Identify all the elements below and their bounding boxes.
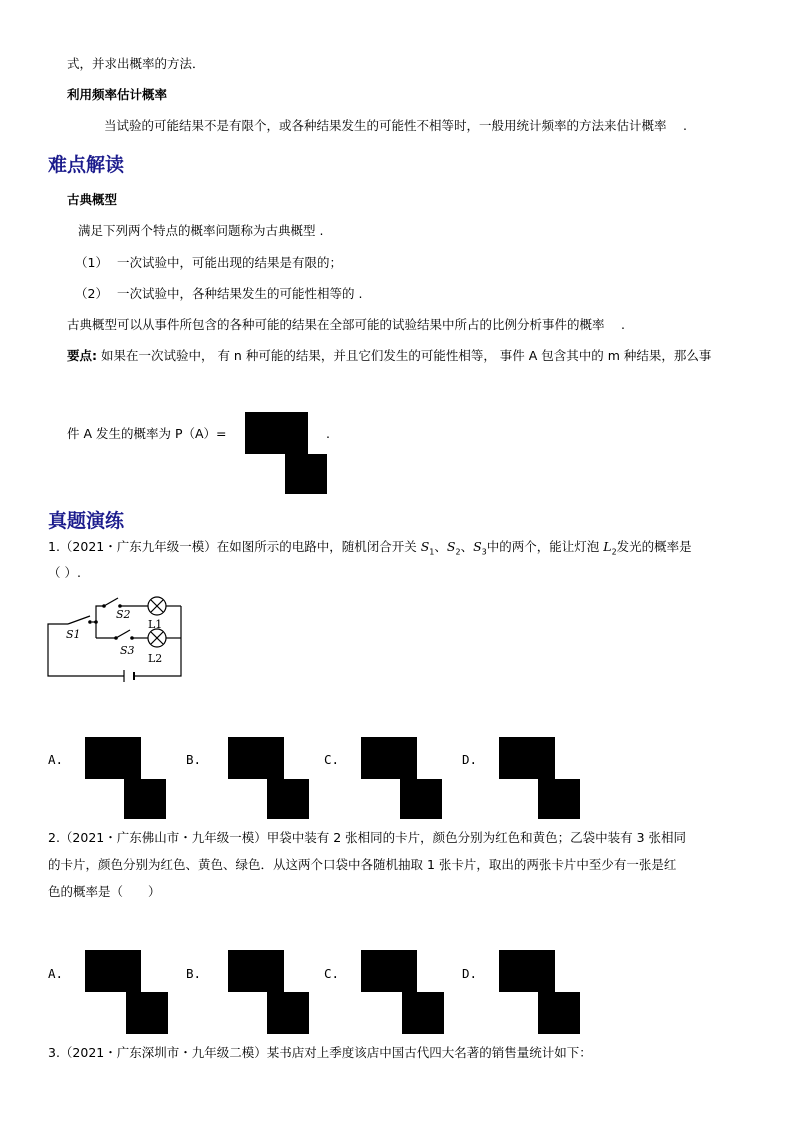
q2-option-c-image-top	[361, 950, 417, 992]
q1-mid: 中的两个，能让灯泡	[486, 539, 604, 554]
q1-suffix: 发光的概率是	[616, 539, 692, 554]
item-2-number: （2）	[75, 286, 108, 301]
question-2-line-3: 色的概率是（ ）	[48, 884, 161, 899]
circuit-diagram	[44, 588, 190, 684]
q1-s2-sub: 2	[455, 547, 461, 557]
q1-option-c-image-bottom	[400, 779, 442, 819]
formula-text: 件 A 发生的概率为 P（A）=	[67, 426, 227, 441]
q1-s3: S	[473, 539, 482, 554]
q2-option-d-image-bottom	[538, 992, 580, 1034]
q1-option-a-label: A.	[48, 752, 64, 767]
item-1-text: 一次试验中，可能出现的结果是有限的；	[117, 255, 343, 270]
formula-end: .	[326, 426, 330, 441]
formula-image-top	[245, 412, 308, 454]
q1-s1: S	[420, 539, 430, 554]
q2-option-c-image-bottom	[402, 992, 444, 1034]
q1-option-c-image-top	[361, 737, 417, 779]
question-3-line-1: 3.（2021・广东深圳市・九年级二模）某书店对上季度该店中国古代四大名著的销售量统计如下：	[48, 1045, 592, 1060]
sub-heading-frequency: 利用频率估计概率	[67, 87, 168, 102]
q1-option-a-image-top	[85, 737, 141, 779]
q1-sep2: 、	[460, 539, 474, 554]
q2-option-a-image-top	[85, 950, 141, 992]
q1-l2-sub: 2	[611, 547, 617, 557]
question-2-line-2: 的卡片，颜色分别为红色、黄色、绿色．从这两个口袋中各随机抽取 1 张卡片，取出的两张卡片中至少有一张是红	[48, 857, 677, 872]
q2-option-b-image-bottom	[267, 992, 309, 1034]
circuit-label-l1: L1	[148, 618, 163, 631]
key-point-label: 要点:	[67, 348, 97, 363]
item-1-number: （1）	[75, 255, 108, 270]
q1-option-a-image-bottom	[124, 779, 166, 819]
q1-option-d-image-top	[499, 737, 555, 779]
key-point	[67, 347, 711, 365]
item-2-text: 一次试验中，各种结果发生的可能性相等的 .	[117, 286, 363, 301]
q1-option-d-image-bottom	[538, 779, 580, 819]
q2-option-b-label: B.	[186, 966, 202, 981]
q1-option-b-image-bottom	[267, 779, 309, 819]
q2-option-d-image-top	[499, 950, 555, 992]
intro-line-1: 式，并求出概率的方法．	[67, 56, 205, 71]
q1-sep1: 、	[434, 539, 447, 554]
intro-line-2: 当试验的可能结果不是有限个，或各种结果发生的可能性不相等时，一般用统计频率的方法来估计概率 .	[104, 118, 687, 133]
q1-prefix: 1.（2021・广东九年级一模）在如图所示的电路中，随机闭合开关	[48, 539, 421, 554]
formula-image-bottom	[285, 454, 327, 494]
q1-option-c-label: C.	[324, 752, 340, 767]
circuit-label-s1: S1	[66, 628, 81, 641]
q1-s3-sub: 3	[481, 547, 487, 557]
q1-s2: S	[446, 539, 456, 554]
q2-option-a-image-bottom	[126, 992, 168, 1034]
question-1-line-2: （ ）.	[48, 565, 81, 580]
q2-option-c-label: C.	[324, 966, 340, 981]
q2-option-b-image-top	[228, 950, 284, 992]
q1-option-b-image-top	[228, 737, 284, 779]
paragraph-1: 满足下列两个特点的概率问题称为古典概型 .	[78, 223, 324, 238]
question-2-line-1: 2.（2021・广东佛山市・九年级一模）甲袋中装有 2 张相同的卡片，颜色分别为红色和黄色；乙袋中装有 3 张相同	[48, 830, 687, 845]
circuit-label-l2: L2	[148, 652, 163, 665]
circuit-label-s2: S2	[116, 608, 131, 621]
question-1-line-1	[48, 538, 692, 562]
q1-option-b-label: B.	[186, 752, 202, 767]
q2-option-d-label: D.	[462, 966, 478, 981]
key-point-text: 如果在一次试验中， 有 n 种可能的结果，并且它们发生的可能性相等， 事件 A 包含其中的 m 种结果，那么事	[100, 348, 712, 363]
q1-option-d-label: D.	[462, 752, 478, 767]
paragraph-2: 古典概型可以从事件所包含的各种可能的结果在全部可能的试验结果中所占的比例分析事件的概率 .	[67, 317, 625, 332]
section-heading-difficulty: 难点解读	[48, 154, 125, 176]
section-heading-practice: 真题演练	[48, 510, 125, 532]
circuit-label-s3: S3	[120, 644, 135, 657]
q1-s1-sub: 1	[429, 547, 435, 557]
q1-l2: L	[603, 539, 612, 554]
q2-option-a-label: A.	[48, 966, 64, 981]
sub-heading-classical: 古典概型	[67, 192, 118, 207]
